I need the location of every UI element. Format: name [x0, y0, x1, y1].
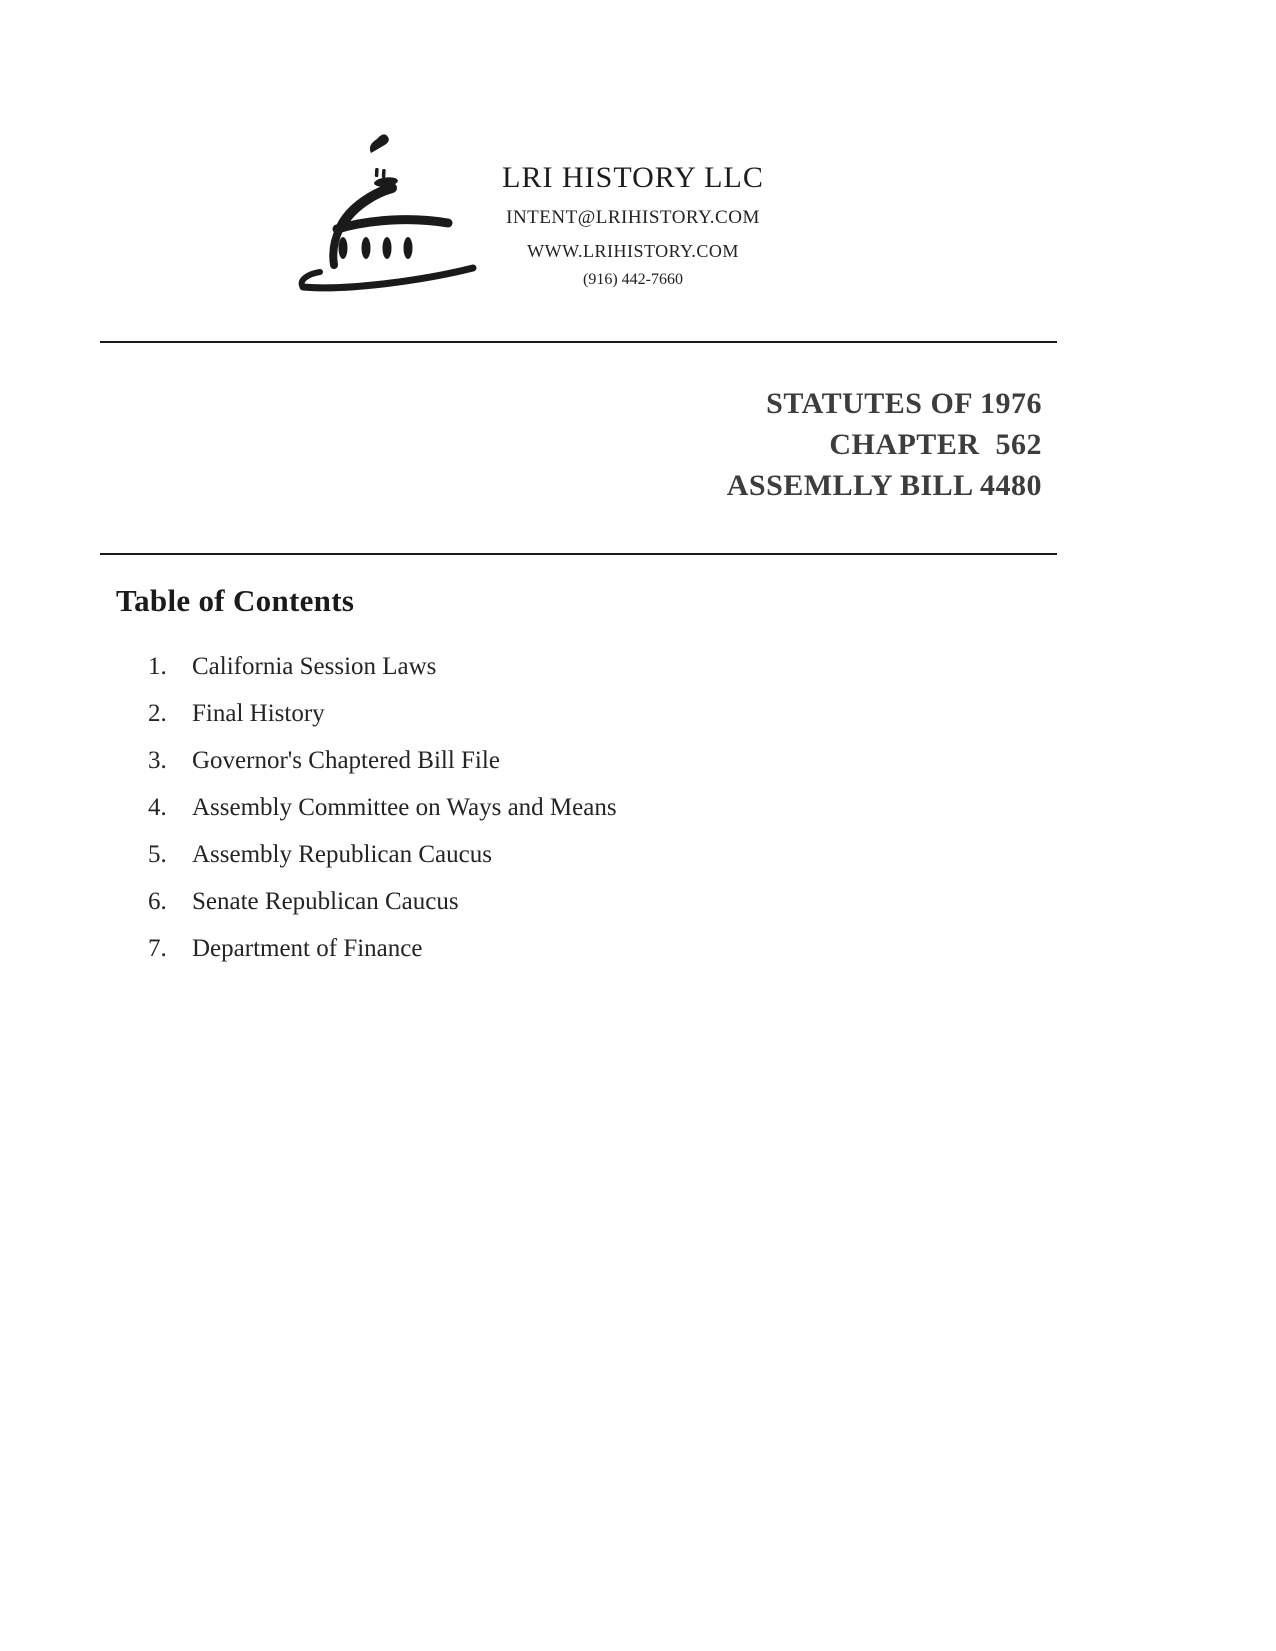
toc-item-label: Department of Finance — [192, 935, 423, 962]
toc-item-number: 7. — [148, 935, 167, 962]
divider-bottom — [100, 553, 1057, 555]
chapter-line: CHAPTER 562 — [829, 428, 1042, 461]
toc-item-number: 1. — [148, 653, 167, 680]
toc-item-number: 6. — [148, 888, 167, 915]
toc-item — [148, 888, 617, 916]
company-phone: (916) 442-7660 — [583, 271, 683, 288]
company-website: WWW.LRIHISTORY.COM — [527, 241, 739, 261]
toc-item — [148, 747, 617, 775]
divider-top — [100, 341, 1057, 343]
document-heading — [727, 383, 1042, 506]
toc-item-label: Final History — [192, 700, 325, 727]
toc-item-number: 4. — [148, 794, 167, 821]
toc-item-number: 3. — [148, 747, 167, 774]
toc-title: Table of Contents — [116, 583, 355, 618]
toc-item — [148, 700, 617, 728]
toc-list — [148, 653, 617, 982]
toc-item-number: 5. — [148, 841, 167, 868]
company-email: INTENT@LRIHISTORY.COM — [506, 207, 760, 228]
toc-item — [148, 935, 617, 963]
company-name: LRI HISTORY LLC — [502, 161, 764, 194]
toc-item-label: Assembly Republican Caucus — [192, 841, 492, 868]
toc-item-label: Assembly Committee on Ways and Means — [192, 794, 617, 821]
statutes-line: STATUTES OF 1976 — [766, 387, 1042, 420]
toc-item — [148, 653, 617, 681]
toc-item-label: Governor's Chaptered Bill File — [192, 747, 500, 774]
toc-item-number: 2. — [148, 700, 167, 727]
toc-item-label: California Session Laws — [192, 653, 437, 680]
toc-item — [148, 841, 617, 869]
toc-item — [148, 794, 617, 822]
toc-item-label: Senate Republican Caucus — [192, 888, 459, 915]
assembly-bill-line: ASSEMLLY BILL 4480 — [726, 469, 1042, 502]
